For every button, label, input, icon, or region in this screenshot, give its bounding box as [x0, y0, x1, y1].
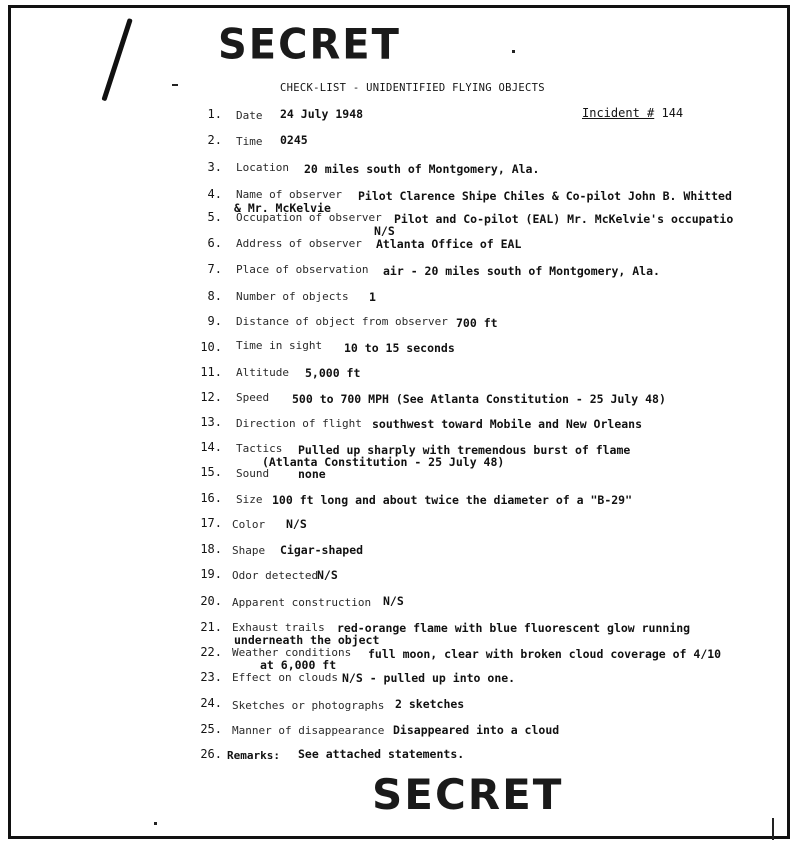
item-value-size: 100 ft long and about twice the diameter of a "B-29"	[272, 493, 633, 507]
item-number: 8.	[207, 289, 222, 303]
item-value-weather: full moon, clear with broken cloud coverage of 4/10	[368, 647, 722, 661]
item-label-sketches: Sketches or photographs	[232, 699, 385, 712]
item-number: 13.	[200, 415, 222, 429]
item-label-occupation: Occupation of observer	[236, 211, 382, 224]
item-value-weather-cont: at 6,000 ft	[260, 658, 337, 672]
item-label-disappearance: Manner of disappearance	[232, 724, 385, 737]
item-value-altitude: 5,000 ft	[305, 366, 361, 380]
item-value-number: 1	[369, 290, 376, 304]
item-value-occupation-cont: N/S	[374, 224, 395, 238]
item-number: 15.	[200, 465, 222, 479]
item-number: 12.	[200, 390, 222, 404]
item-label-sound: Sound	[236, 467, 270, 480]
item-number: 3.	[207, 160, 222, 174]
incident-number	[582, 106, 683, 120]
item-value-shape: Cigar-shaped	[280, 543, 364, 557]
item-value-place: air - 20 miles south of Montgomery, Ala.	[383, 264, 660, 278]
item-value-odor: N/S	[317, 568, 338, 582]
item-value-occupation: Pilot and Co-pilot (EAL) Mr. McKelvie's occupatio	[394, 212, 734, 226]
document-title: CHECK-LIST - UNIDENTIFIED FLYING OBJECTS	[280, 82, 545, 94]
item-value-sketches: 2 sketches	[395, 697, 465, 711]
item-number: 11.	[200, 365, 222, 379]
item-label-color: Color	[232, 518, 266, 531]
item-value-construction: N/S	[383, 594, 404, 608]
item-label-speed: Speed	[236, 391, 270, 404]
item-number: 2.	[207, 133, 222, 147]
item-number: 25.	[200, 722, 222, 736]
item-label-size: Size	[236, 493, 263, 506]
item-label-address: Address of observer	[236, 237, 362, 250]
item-number: 20.	[200, 594, 222, 608]
item-value-address: Atlanta Office of EAL	[376, 237, 522, 251]
item-number: 10.	[200, 340, 222, 354]
item-label-time-in-sight: Time in sight	[236, 339, 323, 352]
item-label-shape: Shape	[232, 544, 266, 557]
item-label-direction: Direction of flight	[236, 417, 362, 430]
item-label-number: Number of objects	[236, 290, 349, 303]
item-value-sound: none	[298, 467, 326, 481]
speck-mark	[154, 822, 157, 825]
item-label-date: Date	[236, 109, 263, 122]
speck-mark	[512, 50, 515, 53]
item-label-exhaust: Exhaust trails	[232, 621, 325, 634]
item-value-time-in-sight: 10 to 15 seconds	[344, 341, 455, 355]
item-number: 26.	[200, 747, 222, 761]
item-label-odor: Odor detected	[232, 569, 319, 582]
item-value-distance: 700 ft	[456, 316, 498, 330]
item-number: 23.	[200, 670, 222, 684]
item-number: 21.	[200, 620, 222, 634]
item-value-time: 0245	[280, 133, 308, 147]
item-label-construction: Apparent construction	[232, 596, 372, 609]
item-value-location: 20 miles south of Montgomery, Ala.	[304, 162, 540, 176]
item-value-name: Pilot Clarence Shipe Chiles & Co-pilot John B. Whitted	[358, 189, 732, 203]
incident-value: 144	[661, 106, 684, 120]
item-label-tactics: Tactics	[236, 442, 283, 455]
item-label-place: Place of observation	[236, 263, 369, 276]
item-value-effect: N/S - pulled up into one.	[342, 671, 516, 685]
item-number: 24.	[200, 696, 222, 710]
item-label-altitude: Altitude	[236, 366, 289, 379]
item-label-remarks: Remarks:	[227, 749, 280, 762]
item-number: 6.	[207, 236, 222, 250]
item-label-effect: Effect on clouds	[232, 671, 338, 684]
item-label-location: Location	[236, 161, 289, 174]
item-number: 7.	[207, 262, 222, 276]
speck-mark	[172, 84, 178, 86]
item-number: 19.	[200, 567, 222, 581]
item-value-disappearance: Disappeared into a cloud	[393, 723, 560, 737]
item-number: 14.	[200, 440, 222, 454]
item-label-weather: Weather conditions	[232, 646, 352, 659]
item-value-tactics: Pulled up sharply with tremendous burst of flame	[298, 443, 631, 457]
item-label-name: Name of observer	[236, 188, 342, 201]
edge-mark	[772, 818, 774, 840]
item-number: 1.	[207, 107, 222, 121]
item-value-exhaust: red-orange flame with blue fluorescent glow running	[337, 621, 691, 635]
item-value-name-cont: & Mr. McKelvie	[234, 201, 331, 215]
item-number: 5.	[207, 210, 222, 224]
item-label-time: Time	[236, 135, 263, 148]
item-number: 18.	[200, 542, 222, 556]
item-value-remarks: See attached statements.	[298, 747, 465, 761]
item-value-color: N/S	[286, 517, 307, 531]
item-value-tactics-cont: (Atlanta Constitution - 25 July 48)	[262, 455, 505, 469]
item-number: 22.	[200, 645, 222, 659]
item-number: 9.	[207, 314, 222, 328]
secret-stamp-top: SECRET	[218, 20, 401, 70]
item-number: 4.	[207, 187, 222, 201]
item-value-date: 24 July 1948	[280, 107, 364, 121]
item-value-direction: southwest toward Mobile and New Orleans	[372, 417, 643, 431]
incident-label: Incident #	[582, 106, 655, 120]
item-label-distance: Distance of object from observer	[236, 315, 448, 328]
item-number: 17.	[200, 516, 222, 530]
secret-stamp-bottom: SECRET	[372, 770, 564, 819]
item-number: 16.	[200, 491, 222, 505]
item-value-exhaust-cont: underneath the object	[234, 633, 380, 647]
item-value-speed: 500 to 700 MPH (See Atlanta Constitution - 25 July 48)	[292, 392, 666, 406]
